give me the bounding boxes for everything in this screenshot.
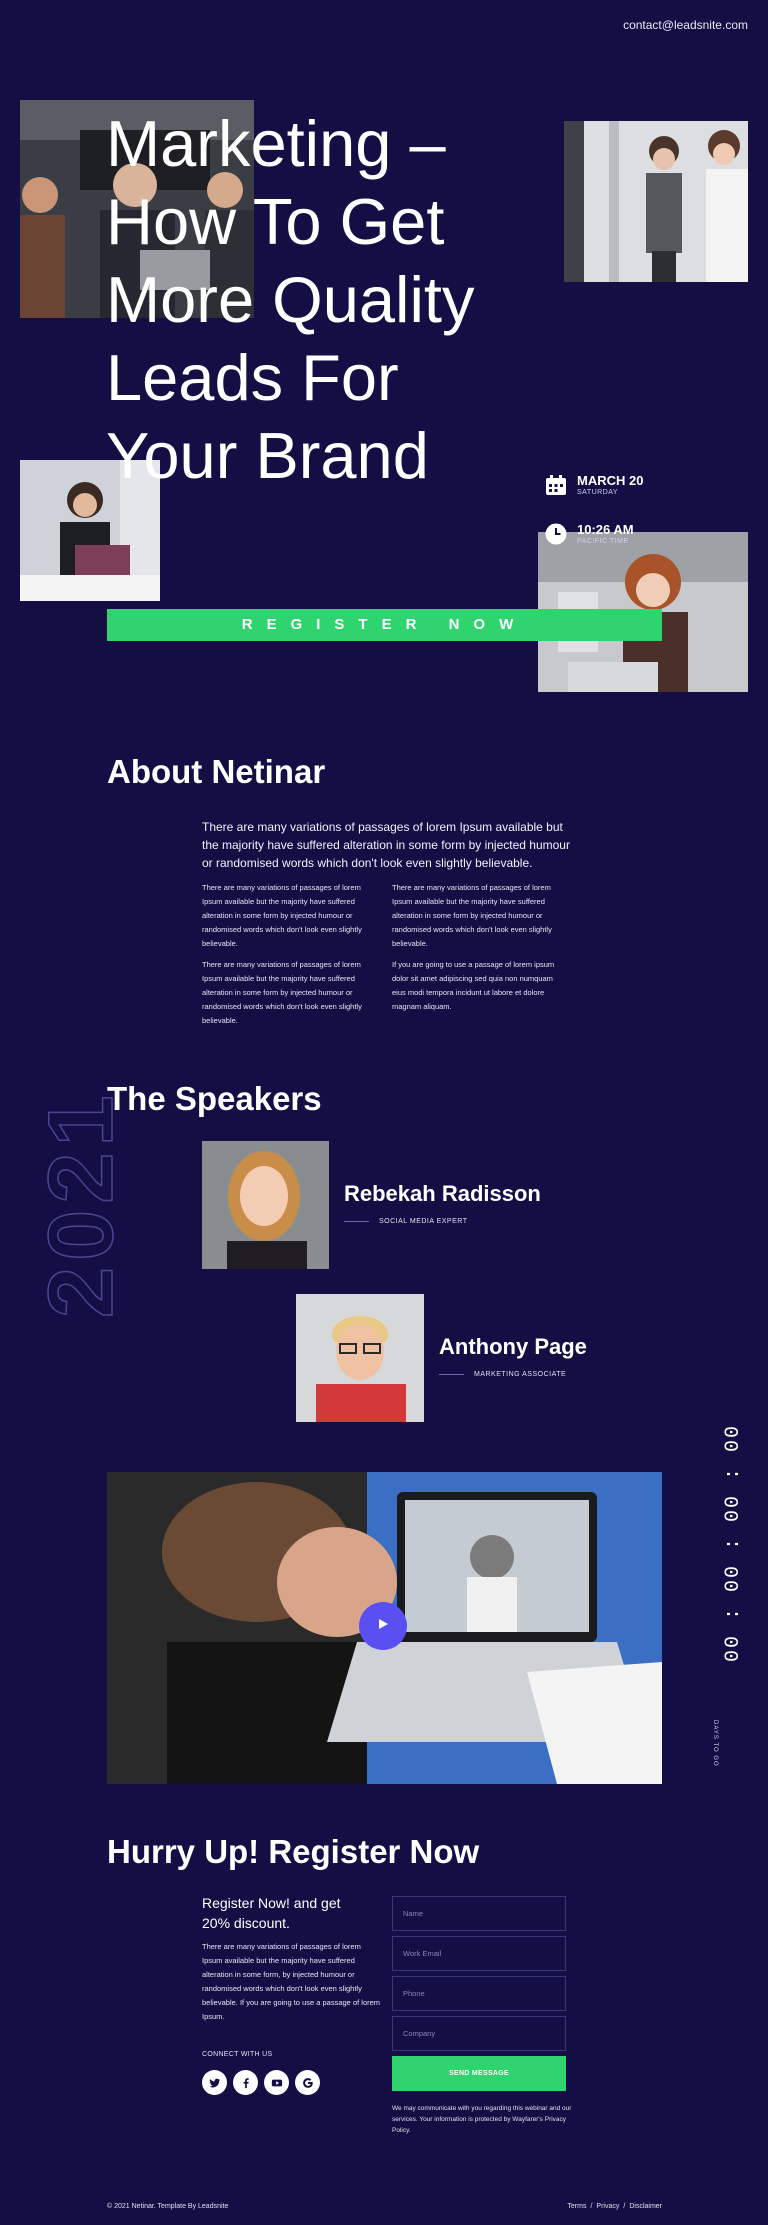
- event-date: [545, 473, 643, 497]
- footer-separator: /: [590, 2203, 593, 2210]
- register-now-button[interactable]: REGISTER NOW: [107, 609, 662, 641]
- footer-copyright: © 2021 Netinar. Template By Leadsnite: [107, 2203, 229, 2210]
- youtube-icon[interactable]: [264, 2070, 289, 2095]
- about-col1-p1: There are many variations of passages of lorem Ipsum available but the majority have suffered alteration in some form by injected humour or randomised words which don't look even slightly believable.: [202, 883, 362, 948]
- speaker-role-text: SOCIAL MEDIA EXPERT: [379, 1218, 468, 1225]
- countdown-label: DAYS TO GO: [712, 1720, 718, 1767]
- connect-label: CONNECT WITH US: [202, 2051, 273, 2058]
- year-outline-text: 2021: [30, 1089, 122, 1318]
- event-time-main: 10:26 AM: [577, 522, 634, 537]
- privacy-note: We may communicate with you regarding this webinar and our services. Your information is protected by Wayfarer's Privacy Policy.: [392, 2105, 572, 2134]
- webinar-video[interactable]: [107, 1472, 662, 1784]
- speaker-photo-rebekah: [202, 1141, 329, 1269]
- about-lead: There are many variations of passages of lorem Ipsum available but the majority have suffered alteration in some form by injected humour or randomised words which don't look even slightly believable.: [202, 820, 570, 870]
- disclaimer-link[interactable]: Disclaimer: [629, 2203, 662, 2210]
- contact-email-link[interactable]: contact@leadsnite.com: [623, 18, 748, 32]
- register-body: There are many variations of passages of lorem Ipsum available but the majority have suffered alteration in some form, by injected humour or randomised words which don't look even slightly believable. If you are going to use a passage of lorem Ipsum.: [202, 1942, 381, 2021]
- role-divider: [344, 1221, 369, 1222]
- about-col2-p1: There are many variations of passages of lorem Ipsum available but the majority have suffered alteration in some form by injected humour or randomised words which don't look even slightly believable.: [392, 883, 552, 948]
- video-play-button[interactable]: [359, 1602, 407, 1650]
- speaker-name: Anthony Page: [439, 1334, 587, 1359]
- footer-separator: /: [623, 2203, 626, 2210]
- register-title: Hurry Up! Register Now: [107, 1833, 480, 1870]
- speaker-role: [439, 1371, 566, 1378]
- terms-link[interactable]: Terms: [567, 2203, 587, 2210]
- name-field[interactable]: [392, 1896, 566, 1931]
- speaker-role-text: MARKETING ASSOCIATE: [474, 1371, 567, 1378]
- privacy-link[interactable]: Privacy: [596, 2203, 620, 2210]
- speaker-role: [344, 1218, 467, 1225]
- countdown-timer: 00 : 00 : 00 : 00: [722, 1423, 745, 1662]
- social-links: [202, 2070, 320, 2095]
- event-time-sub: PACIFIC TIME: [577, 538, 629, 545]
- company-field[interactable]: [392, 2016, 566, 2051]
- google-icon[interactable]: [295, 2070, 320, 2095]
- about-col1-p2: There are many variations of passages of lorem Ipsum available but the majority have suffered alteration in some form by injected humour or randomised words which don't look even slightly believable.: [202, 960, 362, 1025]
- event-date-main: MARCH 20: [577, 473, 644, 488]
- facebook-icon[interactable]: [233, 2070, 258, 2095]
- speaker-name: Rebekah Radisson: [344, 1181, 541, 1206]
- twitter-icon[interactable]: [202, 2070, 227, 2095]
- role-divider: [439, 1374, 464, 1375]
- calendar-icon: [545, 474, 567, 496]
- play-icon: [377, 1617, 389, 1635]
- register-lead: Register Now! and get 20% discount.: [202, 1895, 341, 1931]
- about-col2-p2: If you are going to use a passage of lorem ipsum dolor sit amet adipiscing sed quia non numquam eius modi tempora incidunt ut labore et dolore magnam aliquam.: [392, 960, 555, 1011]
- email-field[interactable]: [392, 1936, 566, 1971]
- event-date-sub: SATURDAY: [577, 489, 619, 496]
- about-title: About Netinar: [107, 753, 326, 790]
- speaker-photo-anthony: [296, 1294, 424, 1422]
- hero-title: Marketing – How To Get More Quality Leads For Your Brand: [106, 107, 475, 492]
- speakers-title: The Speakers: [107, 1080, 322, 1117]
- clock-icon: [545, 523, 567, 545]
- hero-photo-colleagues: [564, 121, 748, 282]
- event-time: [545, 522, 634, 546]
- phone-field[interactable]: [392, 1976, 566, 2011]
- footer-links: [567, 2203, 662, 2210]
- send-message-button[interactable]: SEND MESSAGE: [392, 2056, 566, 2091]
